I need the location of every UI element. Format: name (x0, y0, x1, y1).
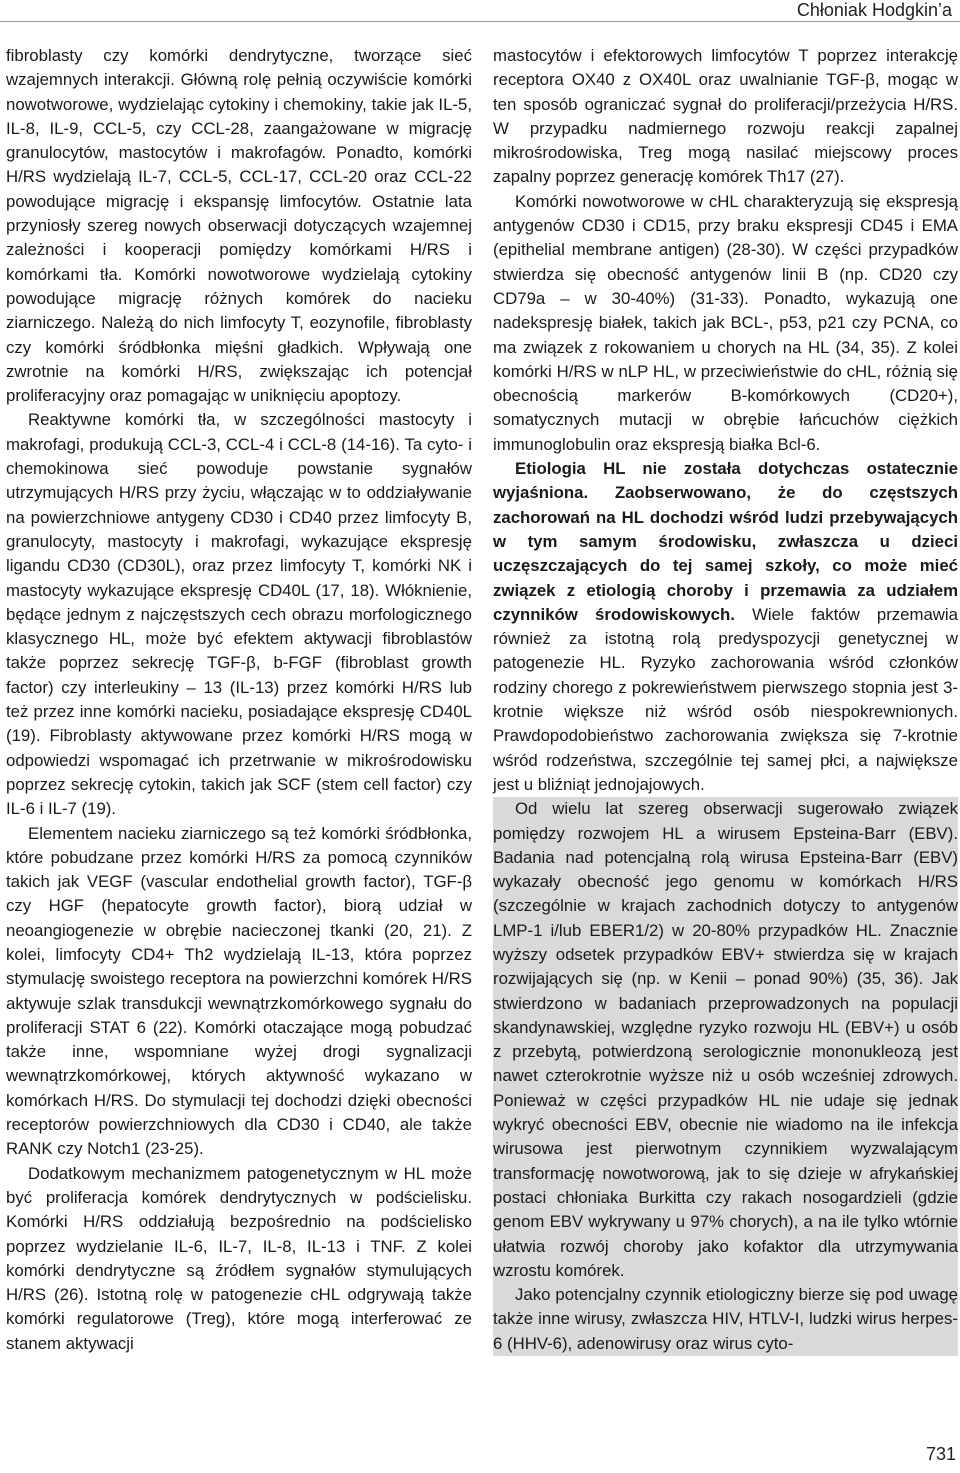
header-rule (0, 21, 960, 22)
right-paragraph-3 (493, 457, 958, 797)
right-paragraph-1: mastocytów i efektorowych limfocytów T poprzez interakcję receptora OX40 z OX40L oraz uwalnianie TGF-β, mogąc w ten sposób ograniczać sygnał do proliferacji/przeżycia H/RS. W przypadku nadmiernego rozwoju reakcji zapalnej mikrośrodowiska, Treg mogą nasilać miejscowy proces zapalny poprzez generację komórek Th17 (27). (493, 46, 958, 187)
left-paragraph-1: fibroblasty czy komórki dendrytyczne, tworzące sieć wzajemnych interakcji. Główną rolę pełnią oczywiście komórki nowotworowe, wydzielając cytokiny i chemokiny, takie jak IL-5, IL-8, IL-9, CCL-5, czy CCL-28, zaangażowane w migrację granulocytów, mastocytów i makrofagów. Ponadto, komórki H/RS wydzielają IL-7, CCL-5, CCL-17, CCL-20 oraz CCL-22 powodujące migrację i ekspansję limfocytów. Ostatnie lata przyniosły szereg nowych obserwacji dotyczących wzajemnej zależności i kooperacji pomiędzy komórkami H/RS i komórkami tła. Komórki nowotworowe wydzielają cytokiny powodujące migrację różnych komórek do nacieku ziarniczego. Należą do nich limfocyty T, eozynofile, fibroblasty czy komórki śródbłonka mięśni gładkich. Wpływają one zwrotnie na komórki H/RS, zwiększając ich potencjał proliferacyjny oraz pomagając w uniknięciu apoptozy. (6, 46, 472, 406)
running-title: Chłoniak Hodgkin’a (796, 0, 952, 20)
page-header (0, 0, 960, 22)
left-paragraph-3: Elementem nacieku ziarniczego są też komórki śródbłonka, które pobudzane przez komórki H/RS za pomocą czynników takich jak VEGF (vascular endothelial growth factor), TGF-β czy HGF (hepatocyte growth factor), biorą udział w neoangiogenezie w obrębie nacieczonej tkanki (20, 21). Z kolei, limfocyty CD4+ Th2 wydzielają IL-13, która poprzez stymulację swoistego receptora na powierzchni komórek H/RS aktywuje szlak transdukcji wewnątrzkomórkowego sygnału do proliferacji STAT 6 (22). Komórki otaczające mogą pobudzać także inne, wspomniane wyżej drogi sygnalizacji wewnątrzkomórkowej, których aktywność wykazano w komórkach H/RS. Do stymulacji tej dochodzi dzięki obecności receptorów powierzchniowych dla CD30 i CD40, ale także RANK czy Notch1 (23-25). (6, 823, 472, 1159)
left-paragraph-2: Reaktywne komórki tła, w szczególności mastocyty i makrofagi, produkują CCL-3, CCL-4 i CCL-8 (14-16). Ta cyto- i chemokinowa sieć powoduje powstanie sygnałów utrzymujących H/RS przy życiu, włączając w to oddziaływanie na powierzchniowe antygeny CD30 i CD40 przez limfocyty B, granulocyty, mastocyty i makrofagi, wykazujące ekspresję ligandu CD30 (CD30L), oraz przez limfocyty T, komórki NK i mastocyty wykazujące ekspresję CD40L (17, 18). Włóknienie, będące jednym z najczęstszych cech obrazu morfologicznego klasycznego HL, może być efektem aktywacji fibroblastów także poprzez sekrecję TGF-β, b-FGF (fibroblast growth factor) czy interleukiny – 13 (IL-13) przez komórki H/RS lub też przez inne komórki nacieku, posiadające ekspresję CD40L (19). Fibroblasty aktywowane przez komórki H/RS mogą w odpowiedzi wspomagać ich przetrwanie w mikrośrodowisku poprzez sekrecję cytokin, takich jak SCF (stem cell factor) czy IL-6 i IL-7 (19). (6, 410, 472, 819)
etiology-continuation: Wiele faktów przemawia również za istotną rolą predyspozycji genetycznej w patogenezie HL. Ryzyko zachorowania wśród członków rodziny chorego z pokrewieństwem pierwszego stopnia jest 3-krotnie większe niż wśród osób niespokrewnionych. Prawdopodobieństwo zachorowania zwiększa się 7-krotnie wśród rodzeństwa, szczególnie tej samej płci, a największe jest u bliźniąt jednojajowych. (493, 604, 958, 794)
right-column (493, 44, 958, 1356)
right-paragraph-2: Komórki nowotworowe w cHL charakteryzują się ekspresją antygenów CD30 i CD15, przy braku ekspresji CD45 i EMA (epithelial membrane antigen) (28-30). W części przypadków stwierdza się obecność antygenów linii B (np. CD20 czy CD79a – w 30-40%) (31-33). Ponadto, wykazują one nadekspresję białek, takich jak BCL-, p53, p21 czy PCNA, co ma związek z rokowaniem u chorych na HL (34, 35). Z kolei komórki H/RS w nLP HL, w przeciwieństwie do cHL, różnią się obecnością markerów B-komórkowych (CD20+), somatycznych mutacji w obrębie łańcuchów ciężkich immunoglobulin oraz ekspresją białka Bcl-6. (493, 191, 958, 454)
left-column (6, 44, 472, 1356)
ebv-paragraph: Od wielu lat szereg obserwacji sugerowało związek pomiędzy rozwojem HL a wirusem Epsteina-Barr (EBV). Badania nad potencjalną rolą wirusa Epsteina-Barr (EBV) wykazały obecność jego genomu w komórkach H/RS (szczególnie w krajach zachodnich dotyczy to antygenów LMP-1 i/lub EBER1/2) w 20-80% przypadków HL. Znacznie wyższy odsetek przypadków EBV+ stwierdza się w krajach rozwijających się (np. w Kenii – ponad 90%) (35, 36). Jak stwierdzono w badaniach przeprowadzonych na populacji skandynawskiej, względne ryzyko rozwoju HL (EBV+) u osób z przebytą, potwierdzoną serologicznie mononukleozą jest nawet czterokrotnie wyższe niż u osób wcześniej zdrowych. Ponieważ w części przypadków HL nie udaje się jednak wykryć obecności EBV, obecnie nie wiadomo na ile infekcja wirusowa jest pierwotnym czynnikiem wyzwalającym transformację nowotworową, jak to się dzieje w afrykańskiej postaci chłoniaka Burkitta czy rakach nosogardzieli (gdzie genom EBV wykrywany u 97% chorych), a na ile tylko wtórnie ułatwia rozwój choroby jako kofaktor dla utrzymywania wzrostu komórek. (493, 797, 958, 1283)
other-viruses-paragraph: Jako potencjalny czynnik etiologiczny bierze się pod uwagę także inne wirusy, zwłaszcza HIV, HTLV-I, ludzki wirus herpes-6 (HHV-6), adenowirusy oraz wirus cyto- (493, 1283, 958, 1356)
page-number: 731 (925, 1444, 956, 1464)
left-paragraph-4: Dodatkowym mechanizmem patogenetycznym w HL może być proliferacja komórek dendrytycznych w podścielisku. Komórki H/RS oddziałują bezpośrednio na podścielisko poprzez wydzielanie IL-6, IL-7, IL-8, IL-13 i TNF. Z kolei komórki dendrytyczne są źródłem sygnałów stymulujących H/RS (26). Istotną rolę w patogenezie cHL odgrywają także komórki regulatorowe (Treg), które mogą interferować ze stanem aktywacji (6, 1163, 472, 1353)
etiology-highlight: Etiologia HL nie została dotychczas ostatecznie wyjaśniona. Zaobserwowano, że do częstszych zachorowań na HL dochodzi wśród ludzi przebywających w tym samym środowisku, zwłaszcza u dzieci uczęszczających do tej samej szkoły, co może mieć związek z etiologią choroby i przemawia za udziałem czynników środowiskowych. (493, 459, 958, 624)
